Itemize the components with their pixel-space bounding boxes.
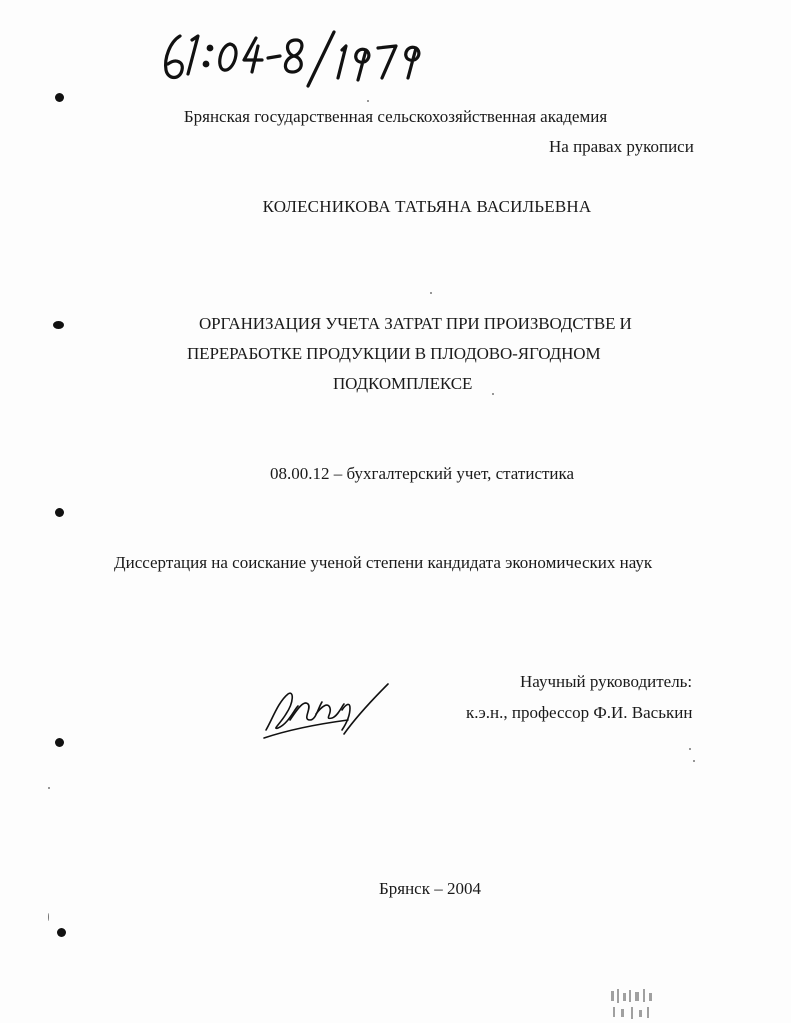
- specialty-code: 08.00.12 – бухгалтерский учет, статистика: [270, 464, 575, 483]
- scan-speck: [48, 787, 50, 789]
- title-line-2: ПЕРЕРАБОТКЕ ПРОДУКЦИИ В ПЛОДОВО-ЯГОДНОМ: [187, 344, 601, 363]
- scan-speck: [430, 292, 432, 294]
- supervisor-name: к.э.н., профессор Ф.И. Васькин: [466, 703, 693, 722]
- punch-hole: [55, 508, 64, 517]
- scan-speck: [689, 748, 691, 750]
- archive-number-ink: [158, 28, 428, 88]
- signature-ink: [258, 680, 393, 745]
- scan-speck: [367, 100, 369, 102]
- punch-hole: [57, 928, 66, 937]
- library-stamp-faint: [603, 985, 663, 1023]
- manuscript-rights: На правах рукописи: [549, 137, 694, 156]
- scan-speck: [693, 760, 695, 762]
- dissertation-note: Диссертация на соискание ученой степени кандидата экономических наук: [114, 553, 653, 572]
- punch-hole: [55, 738, 64, 747]
- archive-number-handwritten: [158, 28, 428, 88]
- author-name: КОЛЕСНИКОВА ТАТЬЯНА ВАСИЛЬЕВНА: [262, 197, 592, 216]
- punch-hole: [55, 93, 64, 102]
- title-line-1: ОРГАНИЗАЦИЯ УЧЕТА ЗАТРАТ ПРИ ПРОИЗВОДСТВЕ И: [199, 314, 632, 333]
- place-year: Брянск – 2004: [379, 879, 481, 898]
- signature: [258, 680, 393, 745]
- punch-hole: [53, 321, 64, 329]
- title-line-3: ПОДКОМПЛЕКСЕ: [333, 374, 473, 393]
- supervisor-label: Научный руководитель:: [520, 672, 693, 691]
- scan-speck: [492, 393, 494, 395]
- scan-speck: [48, 913, 49, 921]
- institution-name: Брянская государственная сельскохозяйственная академия: [183, 107, 608, 126]
- stamp-ink: [603, 985, 663, 1023]
